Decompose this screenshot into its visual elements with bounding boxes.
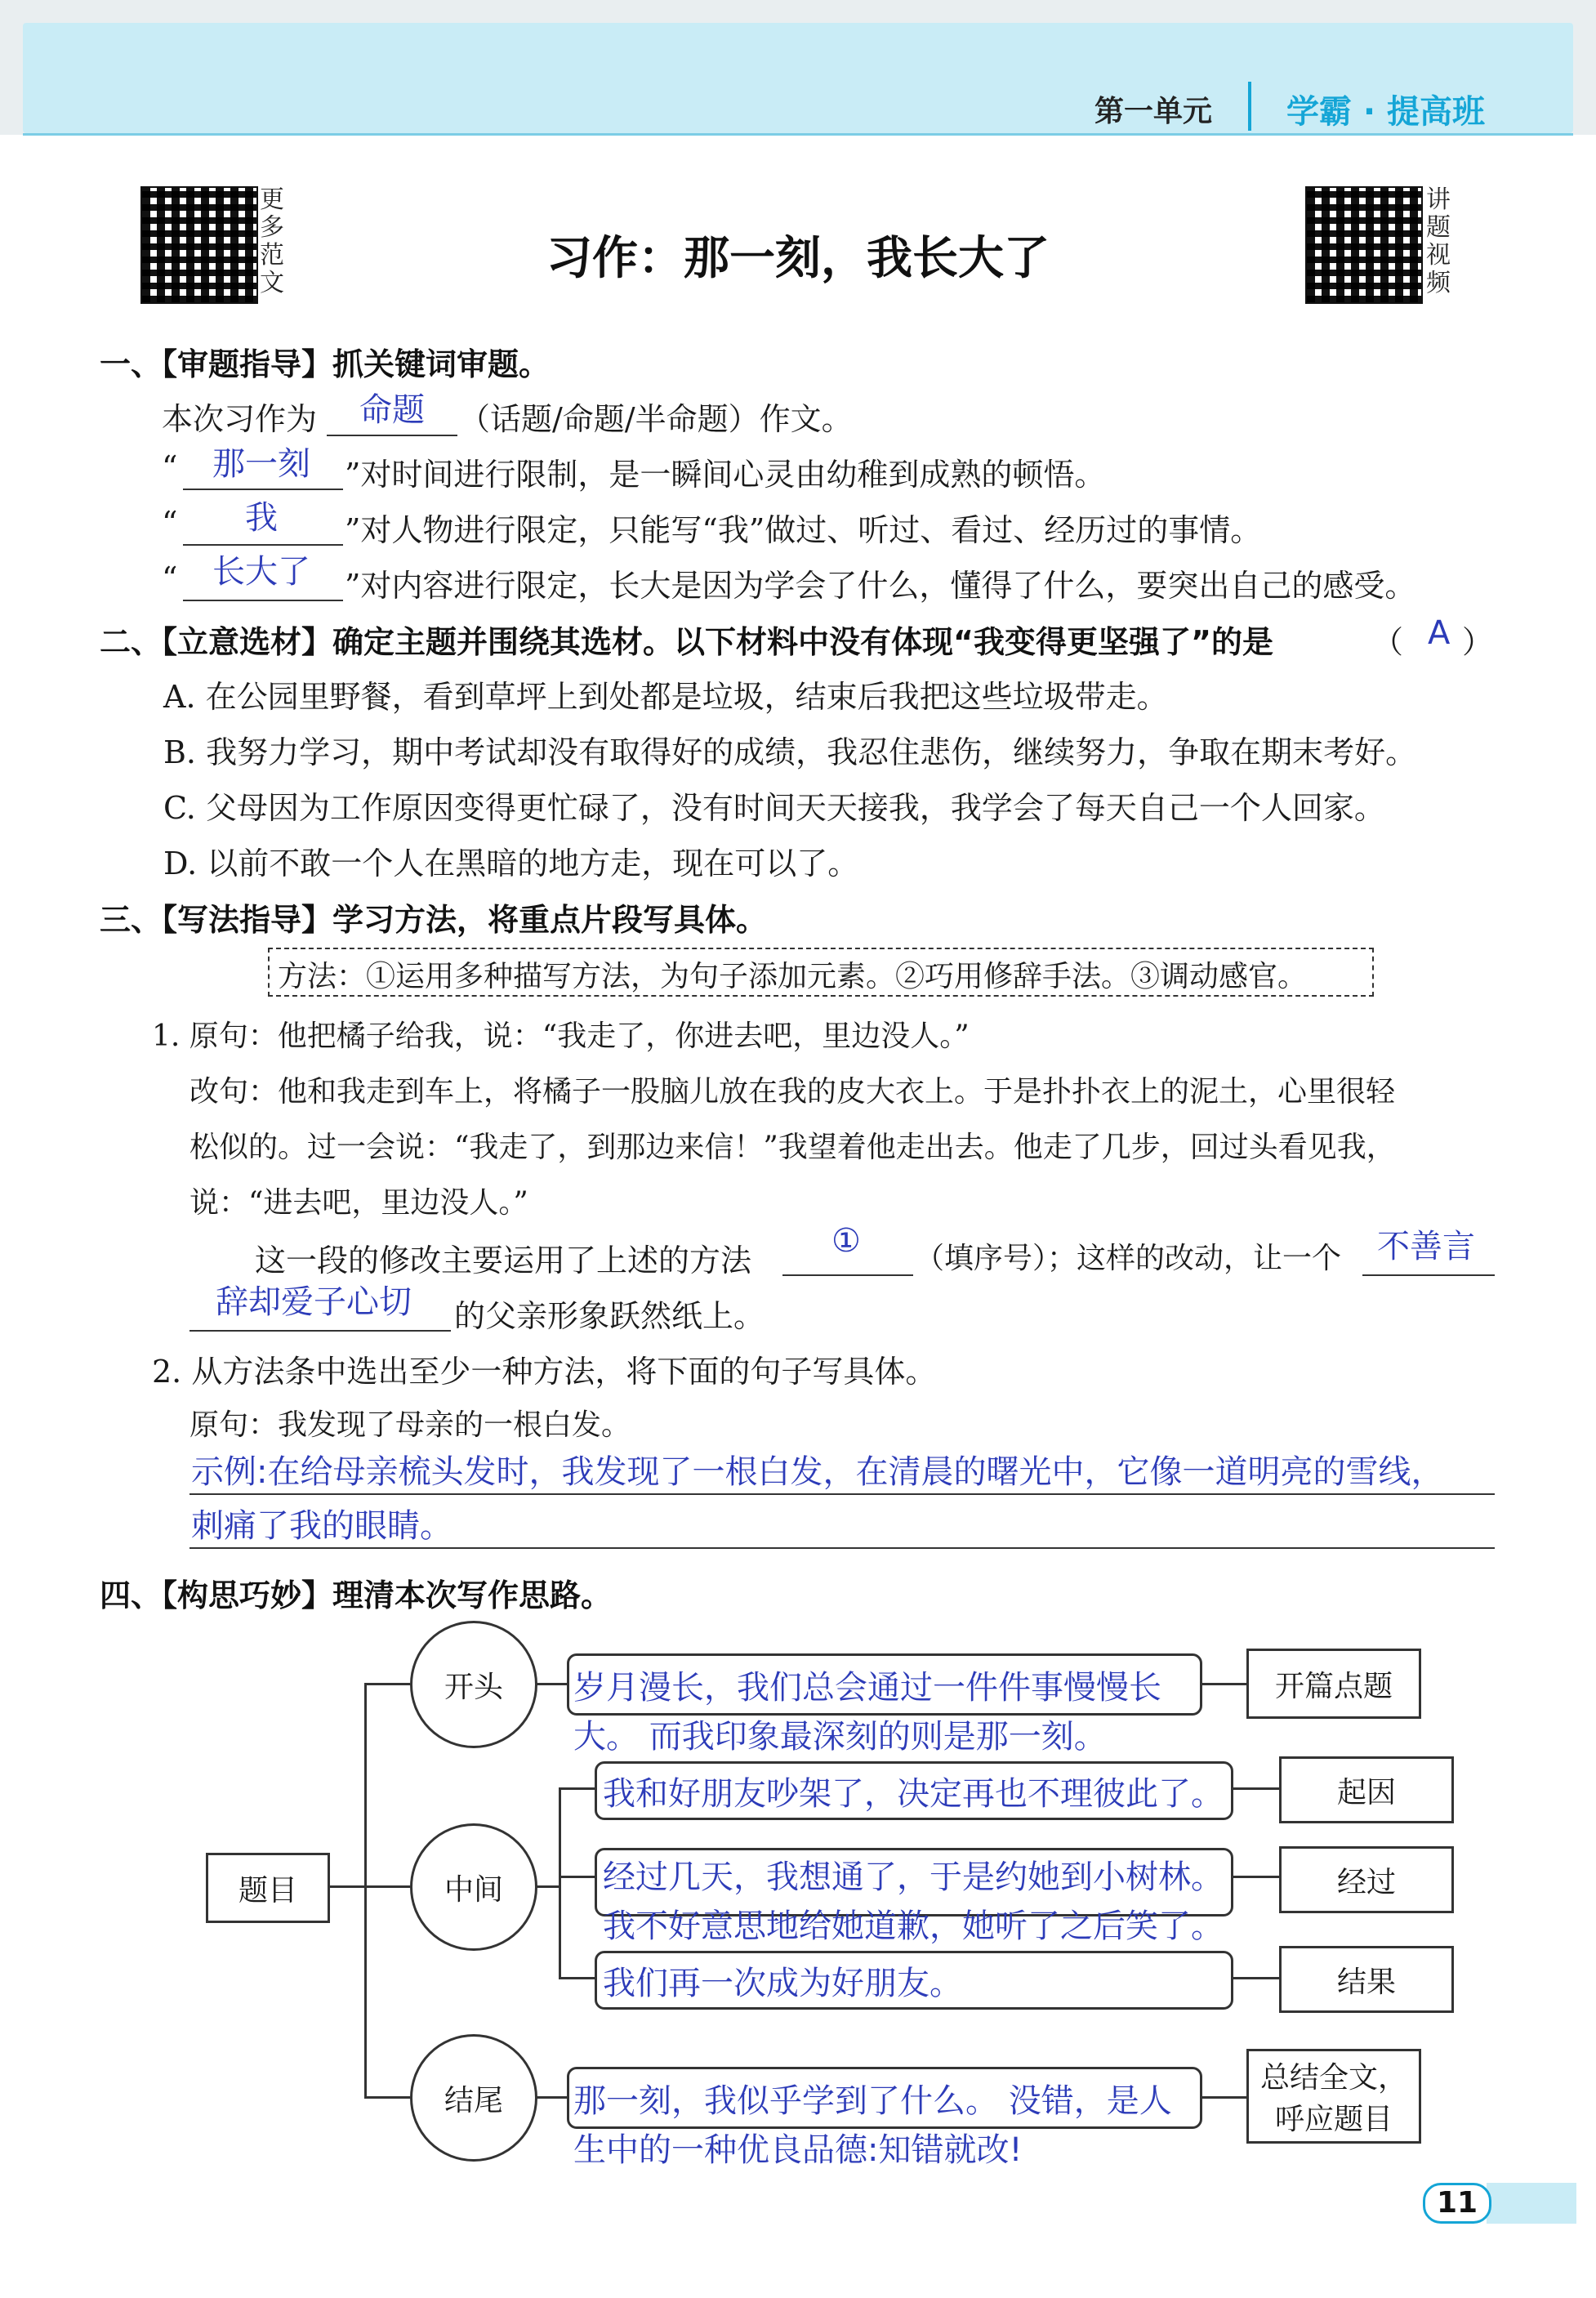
q1-fill-post: 的父亲形象跃然纸上。	[454, 1298, 765, 1334]
s1-answer-4: 长大了	[212, 553, 310, 591]
end-text-2: 生中的一种优良品德:知错就改!	[573, 2131, 1023, 2169]
connector	[533, 1683, 567, 1685]
node-start: 开头	[410, 1621, 537, 1748]
q2-original: 原句：我发现了母亲的一根白发。	[189, 1408, 631, 1442]
connector	[364, 1683, 367, 2096]
connector	[1228, 1787, 1279, 1790]
s1-line3-post: ”对人物进行限定，只能写“我”做过、听过、看过、经历过的事情。	[345, 512, 1262, 548]
s1-answer-2: 那一刻	[212, 445, 310, 483]
connector	[559, 1876, 595, 1878]
s2-answer: A	[1428, 614, 1451, 652]
q1-fill-pre: 这一段的修改主要运用了上述的方法	[255, 1243, 752, 1278]
q2-answer-line1: 示例:在给母亲梳头发时，我发现了一根白发，在清晨的曙光中，它像一道明亮的雪线，	[191, 1453, 1444, 1491]
connector	[559, 1787, 561, 1977]
connector	[533, 2096, 567, 2099]
q1-fill-mid: （填序号）；这样的改动，让一个	[915, 1242, 1342, 1275]
method-text: 方法：①运用多种描写方法，为句子添加元素。②巧用修辞手法。③调动感官。	[278, 960, 1308, 993]
mid1-text: 我和好朋友吵架了，决定再也不理彼此了。	[603, 1775, 1224, 1813]
s1-answer-1: 命题	[359, 391, 425, 429]
blank-line	[189, 1328, 451, 1332]
quote-open: “	[162, 560, 178, 596]
paren-left: （	[1372, 624, 1404, 660]
tag-conclusion-line2: 呼应题目	[1274, 2103, 1393, 2136]
qr-right-label: 讲题视频	[1426, 185, 1451, 297]
q1-answer-2: 不善言	[1377, 1228, 1475, 1265]
tag-result: 结果	[1279, 1946, 1454, 2013]
tag-cause: 起因	[1279, 1756, 1454, 1823]
blank-line	[183, 487, 343, 490]
s1-line2-post: ”对时间进行限制，是一瞬间心灵由幼稚到成熟的顿悟。	[345, 457, 1106, 493]
diagram-root: 题目	[206, 1853, 330, 1923]
answer-rule	[189, 1547, 1495, 1549]
section-2-heading: 二、【立意选材】确定主题并围绕其选材。以下材料中没有体现“我变得更坚强了”的是	[100, 624, 1273, 660]
q1-revised-line1: 改句：他和我走到车上，将橘子一股脑儿放在我的皮大衣上。于是扑扑衣上的泥土，心里很轻	[189, 1075, 1396, 1109]
connector	[1228, 1876, 1279, 1878]
connector	[559, 1787, 595, 1790]
option-b: B. 我努力学习，期中考试却没有取得好的成绩，我忍住悲伤，继续努力，争取在期末考好。	[163, 734, 1417, 770]
connector	[364, 1885, 410, 1888]
connector	[364, 2096, 410, 2099]
blank-line	[327, 433, 457, 436]
header-divider	[23, 133, 1573, 136]
unit-label: 第一单元	[1094, 95, 1213, 128]
end-text-1: 那一刻，我似乎学到了什么。 没错，是人	[573, 2082, 1172, 2120]
option-a: A. 在公园里野餐，看到草坪上到处都是垃圾，结束后我把这些垃圾带走。	[163, 679, 1168, 715]
s1-answer-3: 我	[245, 499, 278, 537]
page-title: 习作：那一刻，我长大了	[546, 232, 1050, 285]
connector	[1228, 1977, 1279, 1979]
connector	[325, 1885, 366, 1888]
section-4-heading: 四、【构思巧妙】理清本次写作思路。	[100, 1577, 613, 1613]
mid2-text-1: 经过几天，我想通了，于是约她到小树林。	[603, 1858, 1224, 1896]
brand-label: 学霸 · 提高班	[1286, 93, 1486, 131]
page-tab	[1487, 2183, 1576, 2224]
mid3-text: 我们再一次成为好朋友。	[603, 1965, 962, 2002]
blank-line	[183, 598, 343, 601]
connector	[1197, 1683, 1246, 1685]
q1-revised-line3: 说：“进去吧，里边没人。”	[189, 1186, 528, 1220]
blank-line	[1362, 1273, 1495, 1276]
start-text-1: 岁月漫长，我们总会通过一件件事慢慢长	[573, 1669, 1161, 1707]
paren-right: ）	[1462, 624, 1494, 660]
q1-answer-3: 辞却爱子心切	[216, 1283, 412, 1321]
mid2-text-2: 我不好意思地给她道歉，她听了之后笑了。	[603, 1908, 1224, 1945]
connector	[364, 1683, 410, 1685]
blank-line	[782, 1273, 913, 1276]
q1-revised-line2: 松似的。过一会说：“我走了，到那边来信！”我望着他走出去。他走了几步，回过头看见我，	[189, 1131, 1396, 1164]
answer-rule	[189, 1493, 1495, 1495]
option-c: C. 父母因为工作原因变得更忙碌了，没有时间天天接我，我学会了每天自己一个人回家。	[163, 790, 1385, 826]
page-number: 11	[1423, 2183, 1491, 2224]
tag-opening: 开篇点题	[1246, 1649, 1421, 1719]
q2-answer-line2: 刺痛了我的眼睛。	[191, 1507, 452, 1545]
s1-line4-post: ”对内容进行限定，长大是因为学会了什么，懂得了什么，要突出自己的感受。	[345, 568, 1416, 604]
node-end: 结尾	[410, 2034, 537, 2162]
node-middle: 中间	[410, 1823, 537, 1951]
section-3-heading: 三、【写法指导】学习方法，将重点片段写具体。	[100, 902, 768, 938]
section-1-heading: 一、【审题指导】抓关键词审题。	[100, 346, 551, 382]
tag-conclusion	[1246, 2049, 1421, 2144]
tag-process: 经过	[1279, 1846, 1454, 1913]
quote-open: “	[162, 449, 178, 485]
s1-line1-pre: 本次习作为	[162, 401, 318, 437]
start-text-2: 大。 而我印象最深刻的则是那一刻。	[573, 1718, 1107, 1756]
q1-original: 1. 原句：他把橘子给我，说：“我走了，你进去吧，里边没人。”	[152, 1020, 970, 1053]
q1-answer-1: ①	[831, 1222, 861, 1260]
qr-left-label: 更多范文	[260, 185, 284, 297]
arrow-icon	[1248, 82, 1251, 131]
connector	[1197, 2096, 1246, 2099]
tag-conclusion-line1: 总结全文，	[1259, 2061, 1407, 2095]
q2-prompt: 2. 从方法条中选出至少一种方法，将下面的句子写具体。	[152, 1354, 937, 1390]
quote-open: “	[162, 505, 178, 541]
connector	[559, 1977, 595, 1979]
option-d: D. 以前不敢一个人在黑暗的地方走，现在可以了。	[163, 846, 859, 881]
s1-line1-post: （话题/命题/半命题）作文。	[459, 401, 853, 437]
